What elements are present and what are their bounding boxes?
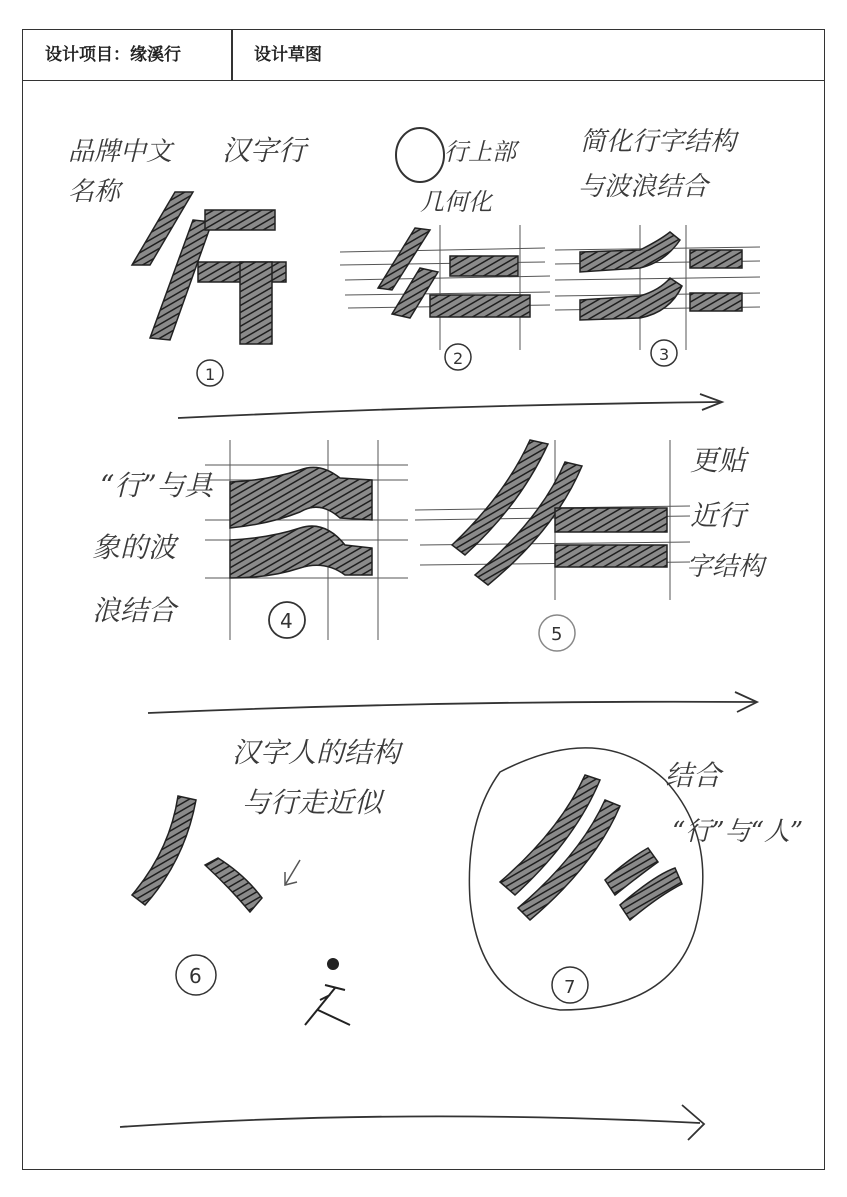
progress-arrow-2 xyxy=(148,692,757,713)
sketch-3-number xyxy=(651,340,677,366)
progress-arrow-1 xyxy=(178,394,722,418)
sketch-2-shapes xyxy=(378,228,530,318)
note-wave-line3: 浪结合 xyxy=(92,594,177,627)
sketch-3-shapes xyxy=(580,232,742,320)
number-3: 3 xyxy=(659,345,670,364)
sketch-2-number xyxy=(445,344,471,370)
sketch-5-number xyxy=(539,615,575,651)
sketch-5-shapes xyxy=(452,440,667,585)
note-ren-structure-line1: 汉字人的结构 xyxy=(232,736,401,769)
walking-figure-sketch xyxy=(305,959,350,1025)
note-closer-line2: 近行 xyxy=(690,499,747,532)
note-simplify-line2: 与波浪结合 xyxy=(578,172,709,202)
sketch-1-xing-character xyxy=(132,192,286,344)
note-combine-line2: “行”与“人” xyxy=(672,817,804,847)
number-1: 1 xyxy=(205,365,216,384)
sketch-4-number xyxy=(269,602,305,638)
progress-arrow-3 xyxy=(120,1105,704,1140)
note-ren-structure-line2: 与行走近似 xyxy=(242,786,383,819)
small-arrow-mark xyxy=(285,860,300,885)
note-combine-line1: 结合 xyxy=(665,759,722,792)
note-brand-name-line2: 名称 xyxy=(68,177,121,207)
project-title: 设计项目：缘溪行 xyxy=(45,45,181,65)
note-closer-line3: 字结构 xyxy=(686,552,765,582)
number-6: 6 xyxy=(189,964,202,988)
section-title: 设计草图 xyxy=(254,45,322,65)
number-2: 2 xyxy=(453,349,464,368)
sketch-7-shapes xyxy=(500,775,682,920)
note-wave-line1: “行”与具 xyxy=(100,469,213,502)
sketch-4-shapes xyxy=(230,467,372,578)
note-wave-line2: 象的波 xyxy=(92,531,177,564)
note-upper-part-line2: 几何化 xyxy=(420,188,492,216)
note-simplify-line1: 简化行字结构 xyxy=(580,127,737,157)
note-upper-part-line1: 行上部 xyxy=(444,138,516,166)
number-7: 7 xyxy=(564,977,576,998)
number-5: 5 xyxy=(551,624,563,645)
number-4: 4 xyxy=(280,609,293,633)
circled-xing-mark xyxy=(396,128,444,182)
sketch-2-guides xyxy=(340,225,550,350)
note-closer-line1: 更贴 xyxy=(690,444,747,477)
sketch-1-number xyxy=(197,360,223,386)
sketch-6-number xyxy=(176,955,216,995)
note-hanzi-xing: 汉字行 xyxy=(222,134,307,167)
sketch-7-number xyxy=(552,967,588,1003)
note-brand-name-line1: 品牌中文 xyxy=(68,137,173,167)
